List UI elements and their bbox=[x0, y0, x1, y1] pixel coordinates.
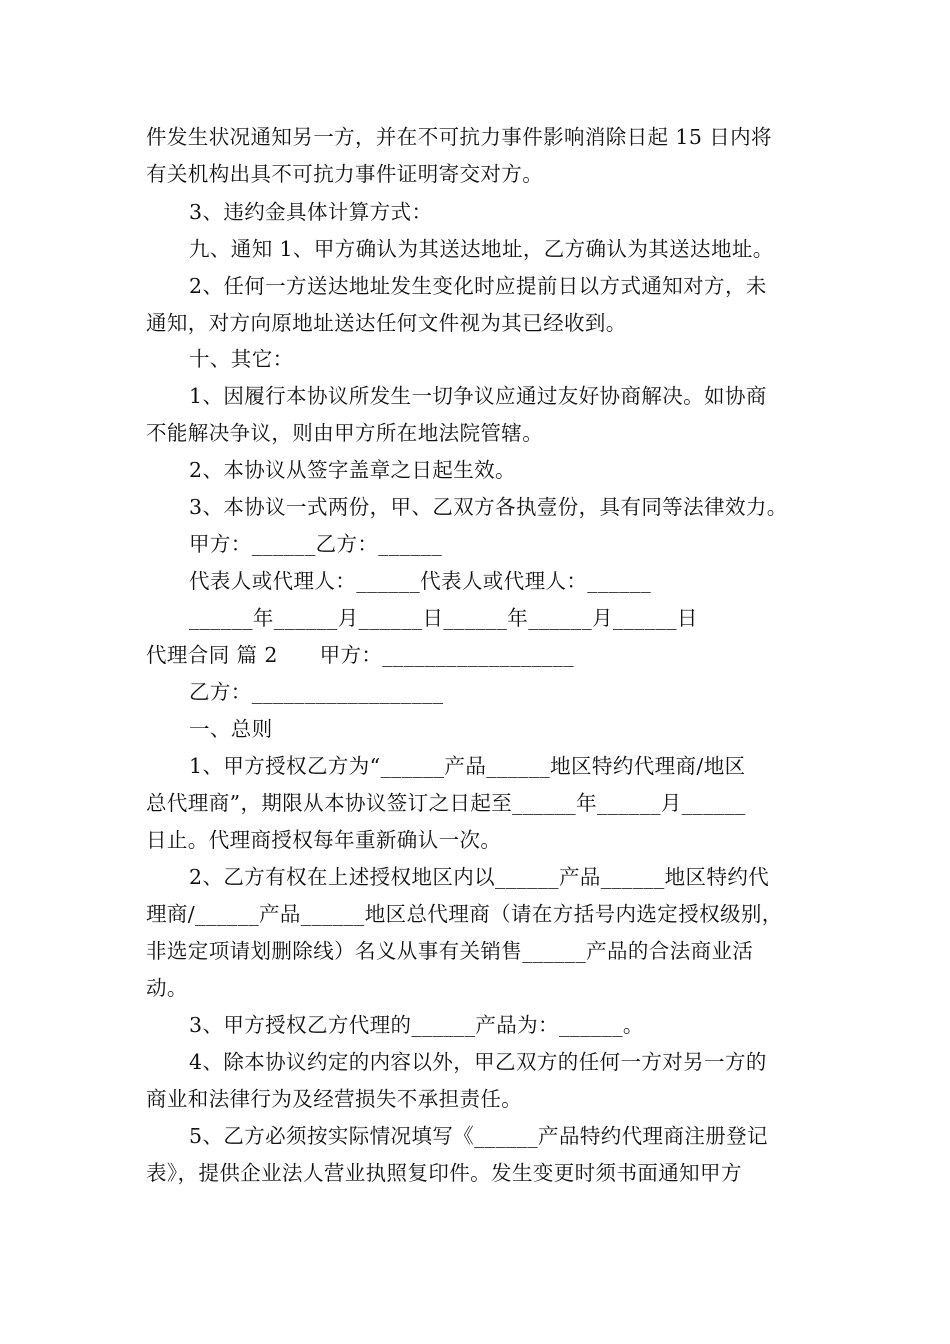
text-line: 1、因履行本协议所发生一切争议应通过友好协商解决。如协商 bbox=[189, 384, 767, 408]
section-heading: 十、其它： bbox=[189, 347, 294, 371]
party-line: 乙方：__________________ bbox=[189, 680, 444, 704]
text-line: 2、任何一方送达地址发生变化时应提前日以方式通知对方，未 bbox=[189, 274, 767, 298]
text-line: 3、甲方授权乙方代理的______产品为：______。 bbox=[189, 1013, 644, 1037]
text-line: 总代理商”，期限从本协议签订之日起至______年______月______ bbox=[146, 791, 746, 815]
signature-line: 甲方：______乙方：______ bbox=[189, 532, 443, 556]
text-line: 1、甲方授权乙方为“______产品______地区特约代理商/地区 bbox=[189, 754, 746, 778]
text-line: 3、本协议一式两份，甲、乙双方各执壹份，具有同等法律效力。 bbox=[189, 495, 788, 519]
text-line: 5、乙方必须按实际情况填写《______产品特约代理商注册登记 bbox=[189, 1124, 768, 1148]
date-line: ______年______月______日______年______月______日 bbox=[189, 606, 698, 630]
signature-line: 代表人或代理人：______代表人或代理人：______ bbox=[189, 569, 652, 593]
text-line: 4、除本协议约定的内容以外，甲乙双方的任何一方对另一方的 bbox=[189, 1050, 767, 1074]
text-line: 通知，对方向原地址送达任何文件视为其已经收到。 bbox=[146, 311, 627, 335]
text-line: 不能解决争议，则由甲方所在地法院管辖。 bbox=[146, 421, 544, 445]
text-line: 九、通知 1、甲方确认为其送达地址，乙方确认为其送达地址。 bbox=[189, 237, 774, 261]
text-line: 日止。代理商授权每年重新确认一次。 bbox=[146, 828, 502, 852]
contract-title-line: 代理合同 篇 2 甲方：__________________ bbox=[146, 643, 574, 667]
text-line: 有关机构出具不可抗力事件证明寄交对方。 bbox=[146, 162, 544, 186]
section-heading: 一、总则 bbox=[189, 717, 273, 741]
text-line: 非选定项请划删除线）名义从事有关销售______产品的合法商业活 bbox=[146, 939, 754, 963]
text-line: 商业和法律行为及经营损失不承担责任。 bbox=[146, 1087, 523, 1111]
text-line: 表》，提供企业法人营业执照复印件。发生变更时须书面通知甲方 bbox=[146, 1161, 742, 1185]
text-line: 件发生状况通知另一方，并在不可抗力事件影响消除日起 15 日内将 bbox=[146, 125, 772, 149]
text-line: 理商/______产品______地区总代理商（请在方括号内选定授权级别， bbox=[146, 902, 783, 926]
text-line: 动。 bbox=[146, 976, 188, 1000]
text-line: 3、违约金具体计算方式： bbox=[189, 200, 433, 224]
text-line: 2、本协议从签字盖章之日起生效。 bbox=[189, 458, 516, 482]
text-line: 2、乙方有权在上述授权地区内以______产品______地区特约代 bbox=[189, 865, 770, 889]
